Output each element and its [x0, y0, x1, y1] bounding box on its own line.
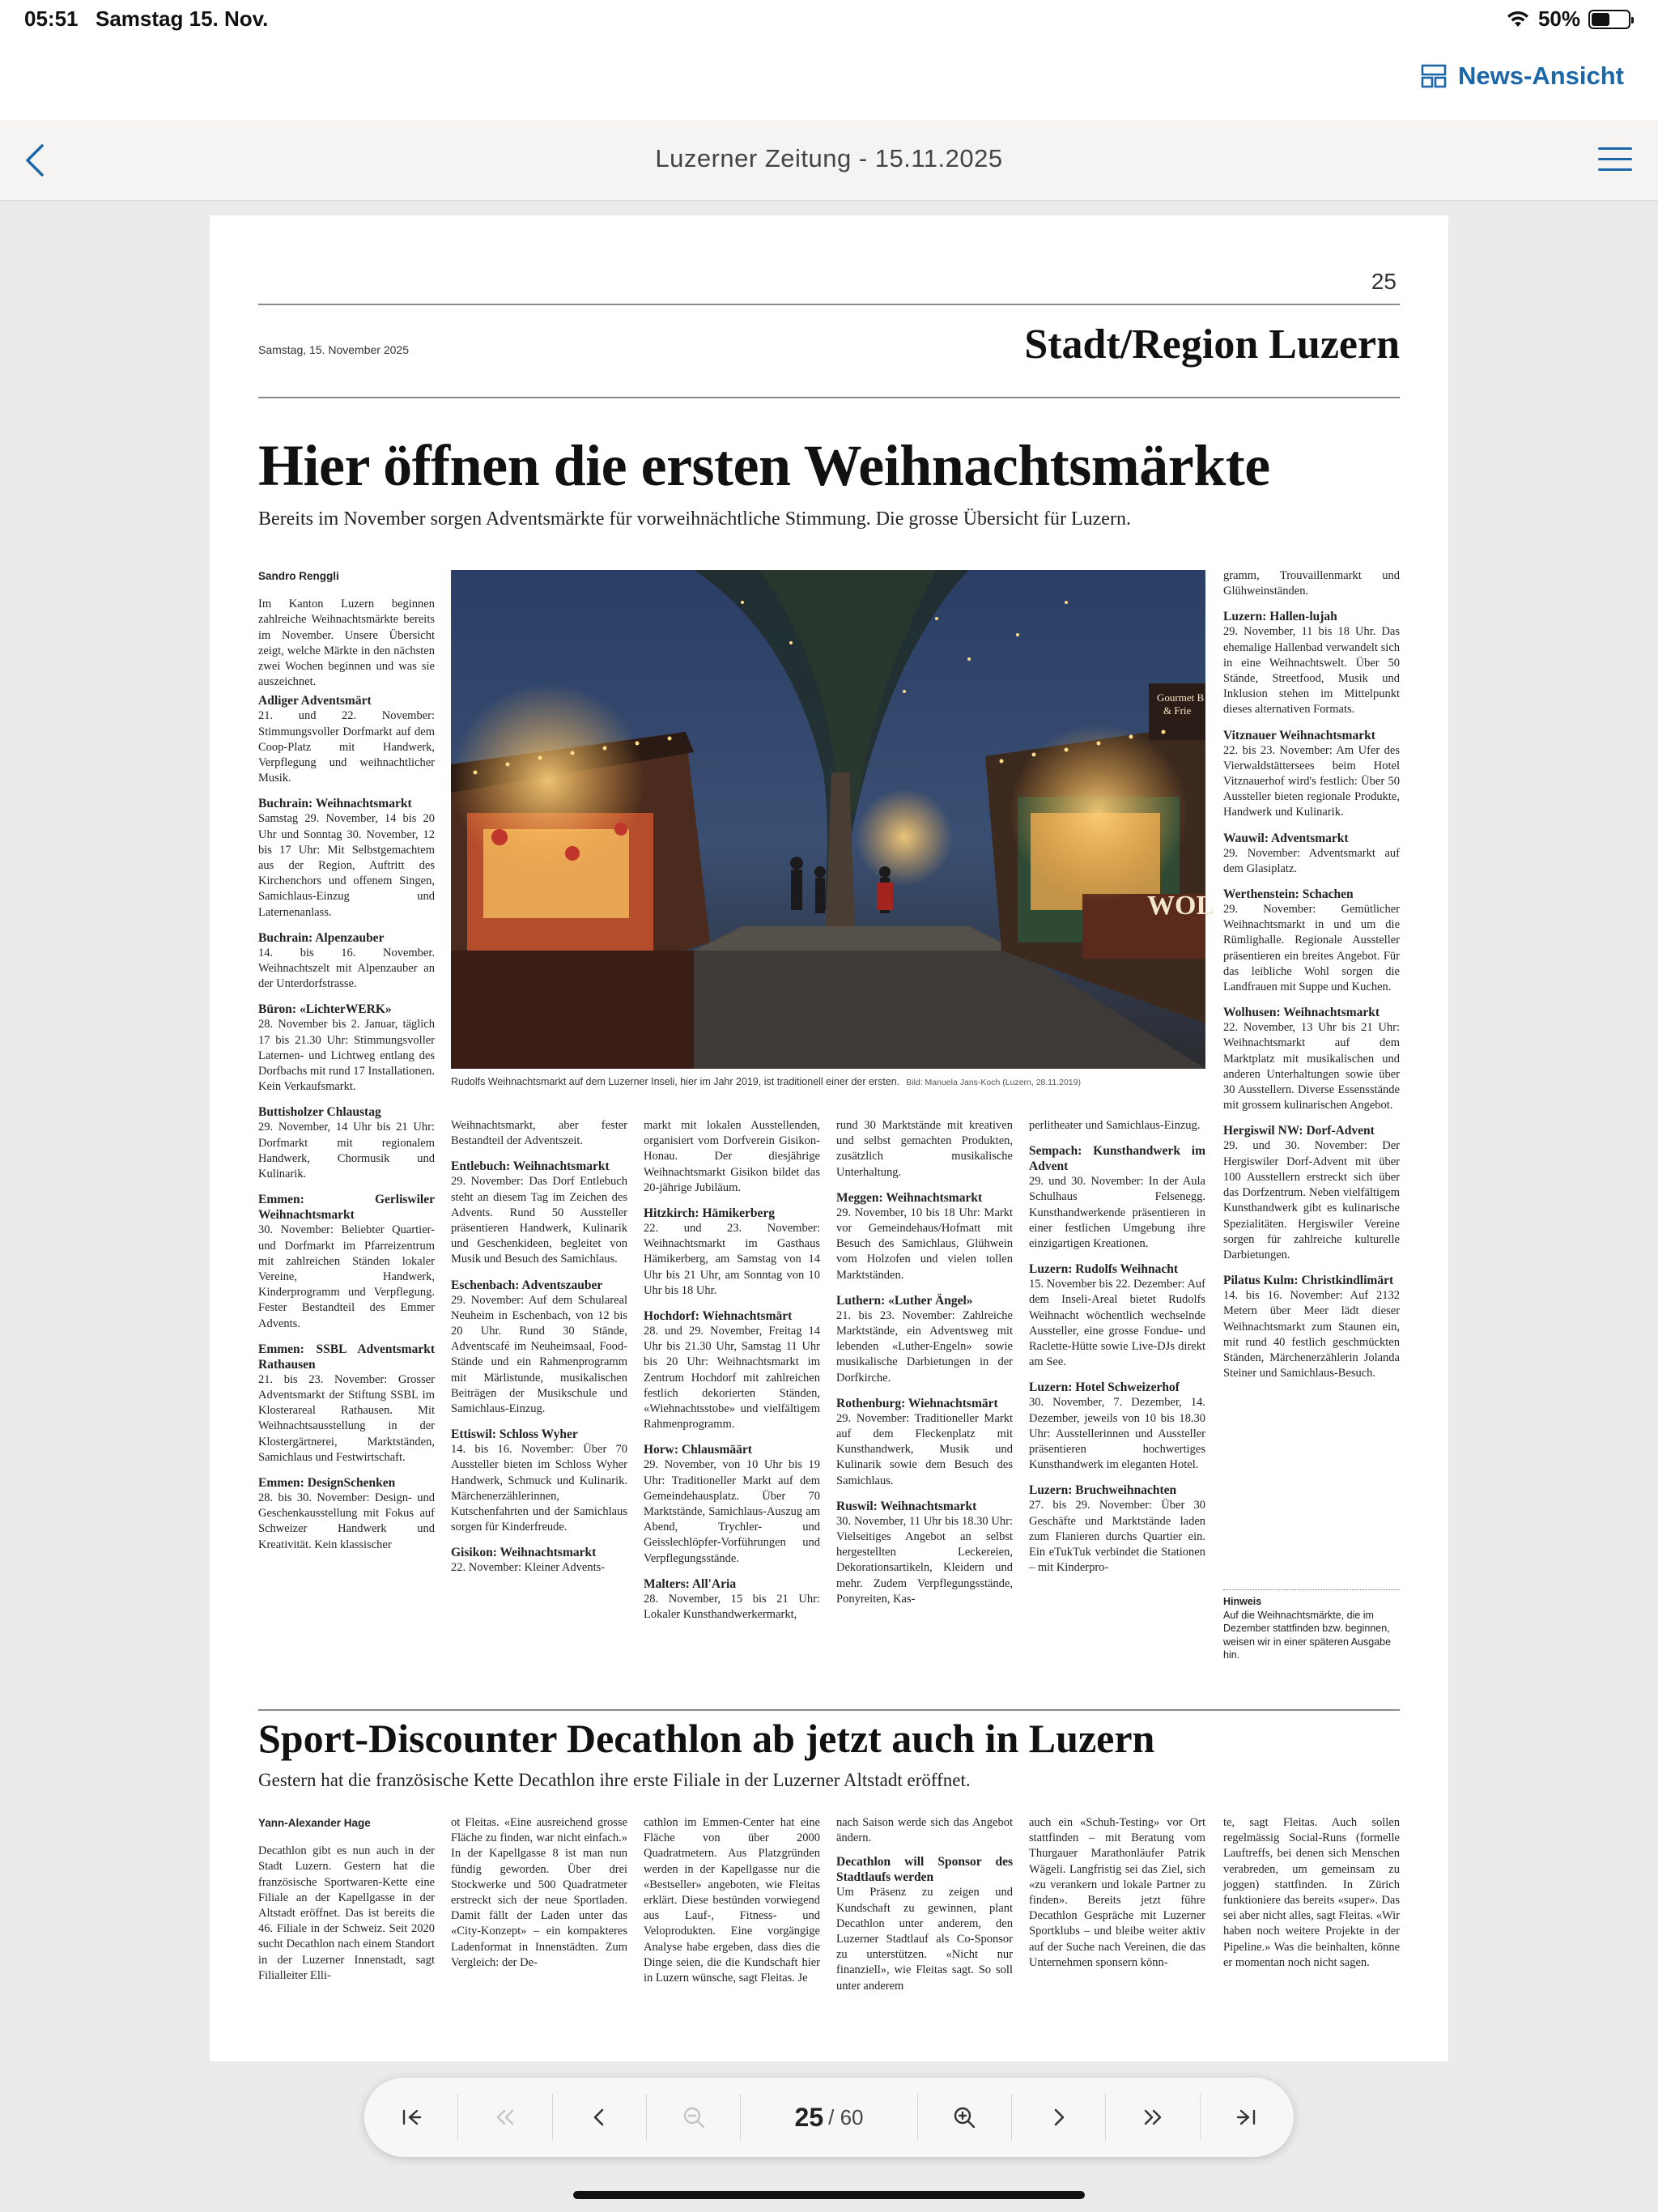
- market-description: 29. und 30. November: Der Hergiswiler Dorf-Advent mit über 100 Ausstellern erstreckt sich über das Dorfzentrum. Neben vielfältigem Kunsthandwerk gibt es kulinarische Spezialitäten. Hergiswiler Vereine sorgen für zahlreiche kulturelle Darbietungen.: [1223, 1139, 1400, 1261]
- photo-sign-2: & Frie: [1163, 704, 1192, 717]
- zoom-in-button[interactable]: [918, 2078, 1011, 2157]
- article-photo[interactable]: [451, 570, 1215, 1069]
- previous-page-button[interactable]: [553, 2078, 646, 2157]
- market-description: 29. November: Auf dem Schulareal Neuheim in Eschenbach, von 12 bis 20 Uhr. Rund 30 Stände, Adventscafé im Neuheimsaal, Food-Stände und ein Rahmenprogramm mit Märlistunde, musikalischen Beiträgen der Musikschule und Samichlaus-Einzug.: [451, 1293, 627, 1416]
- article2-text-4b: Um Präsenz zu zeigen und Kundschaft zu gewinnen, plant Decathlon unter anderem, den Luzerner Stadtlauf als Co-Sponsor zu unterstützen. «Nicht nur finanziell», wie Fleitas sagt. So soll unter anderem: [836, 1886, 1013, 1993]
- market-title: Ettiswil: Schloss Wyher: [451, 1427, 578, 1442]
- top-rule: [258, 304, 1400, 305]
- market-title: Büron: «LichterWERK»: [258, 1002, 392, 1017]
- market-description: perlitheater und Samichlaus-Einzug.: [1029, 1119, 1201, 1132]
- market-description: 30. November, 11 Uhr bis 18.30 Uhr: Vielseitiges Angebot an selbst hergestellten Leckereien, Dekorationsartikeln, Kleidern und mehr. Zudem Verpflegungsstände, Ponyreiten, Kas-: [836, 1514, 1013, 1606]
- hinweis-box: [1223, 1589, 1400, 1662]
- last-page-icon: [1233, 2104, 1261, 2131]
- market-description: 14. bis 16. November: Über 70 Aussteller bieten im Schloss Wyher Handwerk, Schmuck und Kulinarik. Märchenerzählerinnen, Kutschenfahrten und der Samichlaus sorgen für Kinderfreude.: [451, 1443, 627, 1534]
- article-headline: Hier öffnen die ersten Weihnachtsmärkte: [258, 433, 1270, 498]
- market-description: 29. November, von 10 Uhr bis 19 Uhr: Traditioneller Markt auf dem Gemeindehausplatz. Über 70 Marktstände, Samichlaus-Auszug am Abend, Trychler- und Geisslechlöpfer-Vorführungen und Verpflegungsstände.: [644, 1458, 820, 1565]
- market-title: Gisikon: Weihnachtsmarkt: [451, 1546, 597, 1560]
- market-description: Weihnachtsmarkt, aber fester Bestandteil der Adventszeit.: [451, 1119, 627, 1148]
- market-title: Horw: Chlausmäärt: [644, 1443, 752, 1457]
- market-description: 30. November: Beliebter Quartier- und Dorfmarkt im Pfarreizentrum mit zahlreichen Ständen lokaler Vereine, Handwerk, Kinderprogramm und Verpflegung. Fester Bestandteil des Emmer Advents.: [258, 1223, 435, 1330]
- article-lead: Im Kanton Luzern beginnen zahlreiche Weihnachtsmärkte bereits im November. Unsere Übersicht zeigt, welche Märkte in den nächsten zwei Wochen beginnen und was sie auszeichnet.: [258, 598, 435, 689]
- market-title: Luzern: Hotel Schweizerhof: [1029, 1380, 1180, 1395]
- article2-text-3: cathlon im Emmen-Center hat eine Fläche von über 2000 Quadratmetern. Aus Platzgründen werden in der Kapellgasse nur die «Bestseller» angeboten, wie Fleitas erklärt. Diese bestünden vorwiegend aus Lauf-, Fitness- und Veloprodukten. Eine vorgängige Analyse habe ergeben, dass dies die Dinge seien, die die Kundschaft hier in Luzern wünsche, sagt Fleitas. Je: [644, 1816, 820, 1985]
- status-right: [1506, 6, 1630, 32]
- market-description: 29. November, 10 bis 18 Uhr: Markt vor Gemeindehaus/Hofmatt mit Besuch des Samichlaus, Glühwein vom Holzofen und vielen tollen Marktständen.: [836, 1206, 1013, 1282]
- market-description: gramm, Trouvaillenmarkt und Glühweinständen.: [1223, 569, 1400, 598]
- chevron-right-icon: [1045, 2104, 1073, 2131]
- article2-subtitle: Decathlon will Sponsor des Stadtlaufs werden: [836, 1855, 1013, 1885]
- article2-subhead: Gestern hat die französische Kette Decathlon ihre erste Filiale in der Luzerner Altstadt eröffnet.: [258, 1770, 971, 1790]
- issue-date: Samstag, 15. November 2025: [258, 343, 409, 356]
- last-page-button[interactable]: [1201, 2078, 1294, 2157]
- article-column-3: [644, 1118, 820, 1691]
- photo-sign-1: Gourmet B: [1157, 691, 1205, 704]
- photo-sign-3: WOL: [1147, 891, 1215, 921]
- market-title: Buttisholzer Chlaustag: [258, 1105, 381, 1120]
- market-description: 28. bis 30. November: Design- und Geschenkausstellung mit Fokus auf Schweizer Handwerk und Kreativität. Kein klassischer: [258, 1491, 435, 1551]
- news-view-label: News-Ansicht: [1458, 62, 1624, 90]
- article-column-6: [1223, 568, 1400, 1585]
- market-description: 29. und 30. November: In der Aula Schulhaus Felsenegg. Kunsthandwerkende präsentieren in einer festlichen Umgebung ihre einzigartigen Kreationen.: [1029, 1175, 1205, 1251]
- article-author: Sandro Renggli: [258, 570, 339, 582]
- article2-column-6: [1223, 1815, 1400, 2026]
- market-title: Pilatus Kulm: Christkindlimärt: [1223, 1274, 1394, 1288]
- market-description: 15. November bis 22. Dezember: Auf dem Inseli-Areal bietet Rudolfs Weihnacht wöchentlich wechselnde Aussteller, eine grosse Fondue- und Raclette-Hütte sowie Live-DJs direkt am See.: [1029, 1278, 1205, 1369]
- market-description: 22. und 23. November: Weihnachtsmarkt im Gasthaus Hämikerberg, am Samstag von 14 Uhr bis 21 Uhr, am Sonntag von 10 Uhr bis 18 Uhr.: [644, 1222, 820, 1297]
- article2-text-6: te, sagt Fleitas. Auch sollen regelmässig Social-Runs (formelle Lauftreffs, bei denen sich Menschen verabreden, um gemeinsam zu joggen) stattfinden. In Zürich funktioniere das bereits «super». Das sei aber nicht alles, sagt Fleitas. «Wir haben noch weitere Projekte in der Pipeline.» Was die beinhalten, könne er momentan noch nicht sagen.: [1223, 1816, 1400, 1969]
- article-column-5: [1029, 1118, 1205, 1691]
- market-title: Ruswil: Weihnachtsmarkt: [836, 1499, 977, 1513]
- page-number: 25: [1371, 269, 1397, 294]
- article2-column-1: [258, 1815, 435, 2026]
- market-title: Luzern: Bruchweihnachten: [1029, 1483, 1177, 1498]
- newspaper-page[interactable]: [210, 215, 1448, 2061]
- previous-issue-button[interactable]: [458, 2078, 551, 2157]
- photo-caption-text: Rudolfs Weihnachtsmarkt auf dem Luzerner Inseli, hier im Jahr 2019, ist traditionell einer der ersten.: [451, 1076, 900, 1087]
- market-title: Rothenburg: Wiehnachtsmärt: [836, 1396, 998, 1410]
- market-description: 28. November bis 2. Januar, täglich 17 bis 21.30 Uhr: Stimmungsvoller Laternen- und Lichtweg entlang des Dorfbachs mit rund 17 Installationen. Kein Verkaufsmarkt.: [258, 1018, 435, 1094]
- market-title: Wolhusen: Weihnachtsmarkt: [1223, 1006, 1380, 1020]
- battery-icon: [1588, 10, 1630, 29]
- market-description: 28. November, 15 bis 21 Uhr: Lokaler Kunsthandwerkermarkt,: [644, 1592, 820, 1622]
- market-title: Adliger Adventsmärt: [258, 694, 372, 708]
- status-bar: [0, 0, 1658, 40]
- market-title: Werthenstein: Schachen: [1223, 887, 1354, 902]
- section-rule: [258, 397, 1400, 398]
- market-title: Emmen: DesignSchenken: [258, 1475, 396, 1490]
- status-time: 05:51: [24, 6, 79, 31]
- market-title: Buchrain: Weihnachtsmarkt: [258, 797, 412, 811]
- double-chevron-left-icon: [491, 2104, 519, 2131]
- market-description: 21. bis 23. November: Grosser Adventsmarkt der Stiftung SSBL im Klosterareal Rathausen. Mit Weihnachtsausstellung in der Klostergärtnerei, Marktständen, Samichlaus und Festwirtschaft.: [258, 1372, 435, 1464]
- market-description: 22. November: Kleiner Advents-: [451, 1561, 606, 1575]
- article-column-1: [258, 568, 435, 1896]
- article-divider: [258, 1709, 1400, 1711]
- first-page-button[interactable]: [364, 2078, 457, 2157]
- market-description: markt mit lokalen Ausstellenden, organisiert vom Dorfverein Gisikon-Honau. Der diesjährige Weihnachtsmarkt Gisikon bildet das 20-jährige Jubiläum.: [644, 1119, 820, 1194]
- market-description: 29. November: Gemütlicher Weihnachtsmarkt in und um die Rümlighalle. Regionale Aussteller präsentieren ein breites Angebot. Für das leibliche Wohl sorgen die Landfrauen mit Suppe und Kuchen.: [1223, 903, 1400, 994]
- market-description: 27. bis 29. November: Über 30 Geschäfte und Marktstände laden zum Flanieren durchs Quartier ein. Ein eTukTuk verbindet die Stationen – mit Kinderpro-: [1029, 1499, 1205, 1575]
- photo-credit: Bild: Manuela Jans-Koch (Luzern, 28.11.2019): [906, 1078, 1081, 1087]
- market-description: 22. bis 23. November: Am Ufer des Vierwaldstättersees beim Hotel Vitznauerhof wird's festlich: Über 50 Aussteller bieten regionale Produkte, Handwerk und Kulinarik.: [1223, 743, 1400, 819]
- page-indicator[interactable]: [741, 2078, 916, 2157]
- article2-column-5: [1029, 1815, 1205, 2026]
- nav-bar: [0, 120, 1658, 201]
- market-description: 14. bis 16. November. Weihnachtszelt mit Alpenzauber an der Unterdorfstrasse.: [258, 946, 435, 991]
- market-description: 28. und 29. November, Freitag 14 Uhr bis 21.30 Uhr, Samstag 11 Uhr bis 20 Uhr: Weihnachtsmarkt im Zentrum Hochdorf mit zahlreichen festlich dekorierten Ständen, «Wiehnachtsstobe» und vielfältigem Rahmenprogramm.: [644, 1325, 820, 1431]
- article-column-2: [451, 1118, 627, 1691]
- market-description: 29. November, 11 bis 18 Uhr. Das ehemalige Hallenbad verwandelt sich in eine Weihnachtswelt. Über 50 Stände, Streetfood, Musik und Inklusion stehen im Mittelpunkt dieses alternativen Formats.: [1223, 625, 1400, 717]
- double-chevron-right-icon: [1139, 2104, 1167, 2131]
- article2-text-2: ot Fleitas. «Eine ausreichend grosse Fläche zu finden, war nicht einfach.» In der Kapellgasse 8 ist man nun fündig geworden. Über drei Stockwerke und 500 Quadratmeter erstreckt sich der neue Sportladen. Damit fällt der Laden unter das «City-Konzept» – ein kompakteres Ladenformat in Innenstädten. Zum Vergleich: der De-: [451, 1816, 627, 1969]
- current-page: 25: [794, 2102, 824, 2132]
- market-description: 29. November: Das Dorf Entlebuch steht an diesem Tag im Zeichen des Advents. Rund 50 Aussteller präsentieren Handwerk, Kulinarik und Geschenkideen, begleitet von Musik und Besuch des Samichlaus.: [451, 1175, 627, 1266]
- article2-column-4: [836, 1815, 1013, 2026]
- article2-text-5: auch ein «Schuh-Testing» vor Ort stattfinden – mit Beratung vom Thurgauer Marathonläufer Patrik Wägeli. Langfristig sei das Ziel, sich «zu verankern und lokale Partner zu finden». Bereits jetzt führe Decathlon Gespräche mit Luzerner Sportklubs – und bleibe weiter aktiv auf der Suche nach Vereinen, die das Unternehmen sponsern könn-: [1029, 1816, 1205, 1969]
- article2-text-1: Decathlon gibt es nun auch in der Stadt Luzern. Gestern hat die französische Sportwaren-Kette eine Filiale an der Kapellgasse in der Altstadt eröffnet. Das ist bereits die 46. Filiale in der Schweiz. Seit 2020 sucht Decathlon nach einem Standort in der Luzerner Innenstadt, sagt Filialleiter Elli-: [258, 1844, 435, 1982]
- next-issue-button[interactable]: [1106, 2078, 1199, 2157]
- market-description: 29. November: Adventsmarkt auf dem Glasiplatz.: [1223, 846, 1400, 875]
- next-page-button[interactable]: [1012, 2078, 1105, 2157]
- page-toolbar: [364, 2078, 1294, 2157]
- article-column-4: [836, 1118, 1013, 1691]
- market-title: Hitzkirch: Hämikerberg: [644, 1206, 776, 1221]
- market-title: Meggen: Weihnachtsmarkt: [836, 1190, 983, 1205]
- battery-percent: 50%: [1537, 6, 1580, 31]
- first-page-icon: [397, 2104, 425, 2131]
- market-description: 21. und 22. November: Stimmungsvoller Dorfmarkt auf dem Coop-Platz mit Handwerk, Verpflegung und weihnachtlicher Musik.: [258, 709, 435, 785]
- market-title: Emmen: Gerliswiler Weihnachtsmarkt: [258, 1193, 435, 1223]
- hinweis-text: Auf die Weihnachtsmärkte, die im Dezember stattfinden bzw. beginnen, weisen wir in einer späteren Ausgabe hin.: [1223, 1609, 1392, 1661]
- market-title: Hochdorf: Wiehnachtsmärt: [644, 1309, 793, 1324]
- view-toggle-row: [0, 40, 1658, 120]
- hamburger-menu-icon[interactable]: [1596, 141, 1634, 178]
- status-date: Samstag 15. Nov.: [96, 6, 269, 31]
- article2-author: Yann-Alexander Hage: [258, 1817, 371, 1829]
- layout-icon: [1421, 63, 1447, 89]
- zoom-out-icon: [680, 2104, 708, 2131]
- market-list: [258, 693, 435, 1552]
- market-description: 21. bis 23. November: Zahlreiche Marktstände, ein Adventsweg mit lebenden «Luther-Engeln» sowie musikalische Darbietungen in der Dorfkirche.: [836, 1308, 1013, 1385]
- market-title: Eschenbach: Adventszauber: [451, 1278, 603, 1292]
- article2-text-4a: nach Saison werde sich das Angebot ändern.: [836, 1816, 1013, 1845]
- article2-column-3: [644, 1815, 820, 2026]
- zoom-in-icon: [950, 2104, 978, 2131]
- section-title: Stadt/Region Luzern: [1024, 321, 1400, 368]
- total-pages: / 60: [828, 2104, 864, 2129]
- market-title: Buchrain: Alpenzauber: [258, 930, 385, 945]
- market-title: Vitznauer Weihnachtsmarkt: [1223, 728, 1375, 742]
- market-description: 14. bis 16. November: Auf 2132 Metern über Meer lädt dieser Weihnachtsmarkt zum Staunen ein, mit rund 40 festlich geschmückten Ständen, Märchenerzählerin Jolanda Steiner und Samichlaus-Besuch.: [1223, 1289, 1400, 1380]
- market-title: Hergiswil NW: Dorf-Advent: [1223, 1124, 1375, 1138]
- wifi-icon: [1506, 11, 1530, 28]
- article2-column-2: [451, 1815, 627, 2026]
- chevron-left-icon: [585, 2104, 613, 2131]
- market-description: rund 30 Marktstände mit kreativen und selbst gemachten Produkten, zusätzlich musikalische Unterhaltung.: [836, 1119, 1013, 1179]
- market-description: Samstag 29. November, 14 bis 20 Uhr und Sonntag 30. November, 12 bis 17 Uhr: Mit Selbstgemachtem aus der Region, Auftritt des Kirchenchors und offenem Singen, Samichlaus-Einzug und Laternenanlass.: [258, 812, 435, 919]
- news-view-button[interactable]: [1421, 62, 1624, 91]
- market-title: Emmen: SSBL Adventsmarkt Rathausen: [258, 1342, 435, 1372]
- photo-caption: [451, 1076, 1205, 1087]
- zoom-out-button[interactable]: [647, 2078, 740, 2157]
- christmas-market-photo: [451, 570, 1215, 1069]
- market-description: 29. November, 14 Uhr bis 21 Uhr: Dorfmarkt mit regionalem Handwerk, Chormusik und Kulinarik.: [258, 1121, 435, 1181]
- home-indicator: [573, 2191, 1085, 2199]
- market-title: Wauwil: Adventsmarkt: [1223, 831, 1349, 845]
- market-title: Luthern: «Luther Ängel»: [836, 1293, 973, 1308]
- hinweis-title: Hinweis: [1223, 1596, 1262, 1607]
- market-title: Luzern: Hallen-lujah: [1223, 610, 1337, 624]
- market-description: 30. November, 7. Dezember, 14. Dezember, jeweils von 10 bis 18.30 Uhr: Ausstellerinnen und Aussteller präsentieren hochwertiges Kunsthandwerk im eleganten Hotel.: [1029, 1396, 1205, 1472]
- market-title: Malters: All'Aria: [644, 1576, 737, 1591]
- market-description: 29. November: Traditioneller Markt auf dem Fleckenplatz mit Kunsthandwerk, Musik und Kulinarik sowie dem Besuch des Samichlaus.: [836, 1411, 1013, 1487]
- market-title: Sempach: Kunsthandwerk im Advent: [1029, 1144, 1205, 1174]
- market-title: Entlebuch: Weihnachtsmarkt: [451, 1159, 610, 1174]
- article-subhead: Bereits im November sorgen Adventsmärkte für vorweihnächtliche Stimmung. Die grosse Übersicht für Luzern.: [258, 508, 1131, 530]
- nav-title: Luzerner Zeitung - 15.11.2025: [655, 144, 1003, 172]
- article2-headline: Sport-Discounter Decathlon ab jetzt auch in Luzern: [258, 1716, 1155, 1761]
- market-description: 22. November, 13 Uhr bis 21 Uhr: Weihnachtsmarkt auf dem Marktplatz mit musikalischen und anderen Unterhaltungen sowie über 30 Ausstellern. Diverse Essensstände mit grossem kulinarischen Angebot.: [1223, 1021, 1400, 1112]
- market-title: Luzern: Rudolfs Weihnacht: [1029, 1262, 1179, 1277]
